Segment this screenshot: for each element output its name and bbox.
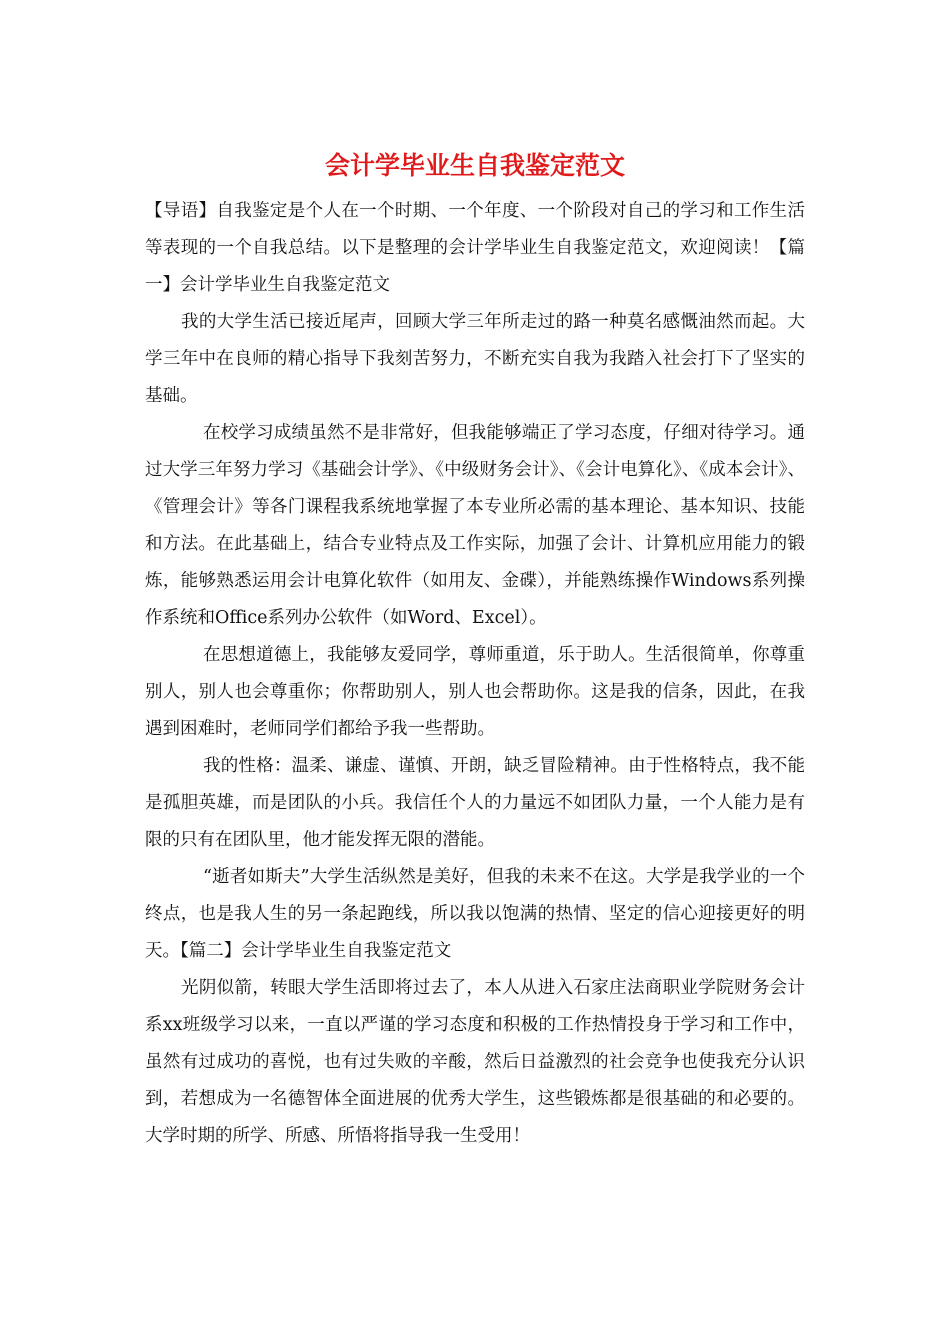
- paragraph: 光阴似箭，转眼大学生活即将过去了，本人从进入石家庄法商职业学院财务会计系xx班级学习以来，一直以严谨的学习态度和积极的工作热情投身于学习和工作中，虽然有过成功的喜悦，也有过失败的辛酸，然后日益激烈的社会竞争也使我充分认识到，若想成为一名德智体全面进展的优秀大学生，这些锻炼都是很基础的和必要的。大学时期的所学、所感、所悟将指导我一生受用！: [145, 978, 805, 1146]
- paragraph: 我的性格：温柔、谦虚、谨慎、开朗，缺乏冒险精神。由于性格特点，我不能是孤胆英雄，而是团队的小兵。我信任个人的力量远不如团队力量，一个人能力是有限的只有在团队里，他才能发挥无限的潜能。: [145, 756, 805, 850]
- paragraph: 我的大学生活已接近尾声，回顾大学三年所走过的路一种莫名感慨油然而起。大学三年中在良师的精心指导下我刻苦努力，不断充实自我为我踏入社会打下了坚实的基础。: [145, 312, 805, 406]
- paragraph: 在校学习成绩虽然不是非常好，但我能够端正了学习态度，仔细对待学习。通过大学三年努力学习《基础会计学》、《中级财务会计》、《会计电算化》、《成本会计》、《管理会计》等各门课程我系统地掌握了本专业所必需的基本理论、基本知识、技能和方法。在此基础上，结合专业特点及工作实际，加强了会计、计算机应用能力的锻炼，能够熟悉运用会计电算化软件（如用友、金碟），并能熟练操作Windows系列操作系统和Office系列办公软件（如Word、Excel）。: [145, 423, 805, 628]
- paragraph: “逝者如斯夫”大学生活纵然是美好，但我的未来不在这。大学是我学业的一个终点，也是我人生的另一条起跑线，所以我以饱满的热情、坚定的信心迎接更好的明天。【篇二】会计学毕业生自我鉴定范文: [145, 867, 805, 961]
- document-body: [145, 193, 805, 1155]
- paragraph-intro: 【导语】自我鉴定是个人在一个时期、一个年度、一个阶段对自己的学习和工作生活等表现的一个自我总结。以下是整理的会计学毕业生自我鉴定范文，欢迎阅读！【篇一】会计学毕业生自我鉴定范文: [145, 201, 805, 295]
- paragraph: 在思想道德上，我能够友爱同学，尊师重道，乐于助人。生活很简单，你尊重别人，别人也会尊重你；你帮助别人，别人也会帮助你。这是我的信条，因此，在我遇到困难时，老师同学们都给予我一些帮助。: [145, 645, 805, 739]
- document-title: 会计学毕业生自我鉴定范文: [324, 151, 625, 180]
